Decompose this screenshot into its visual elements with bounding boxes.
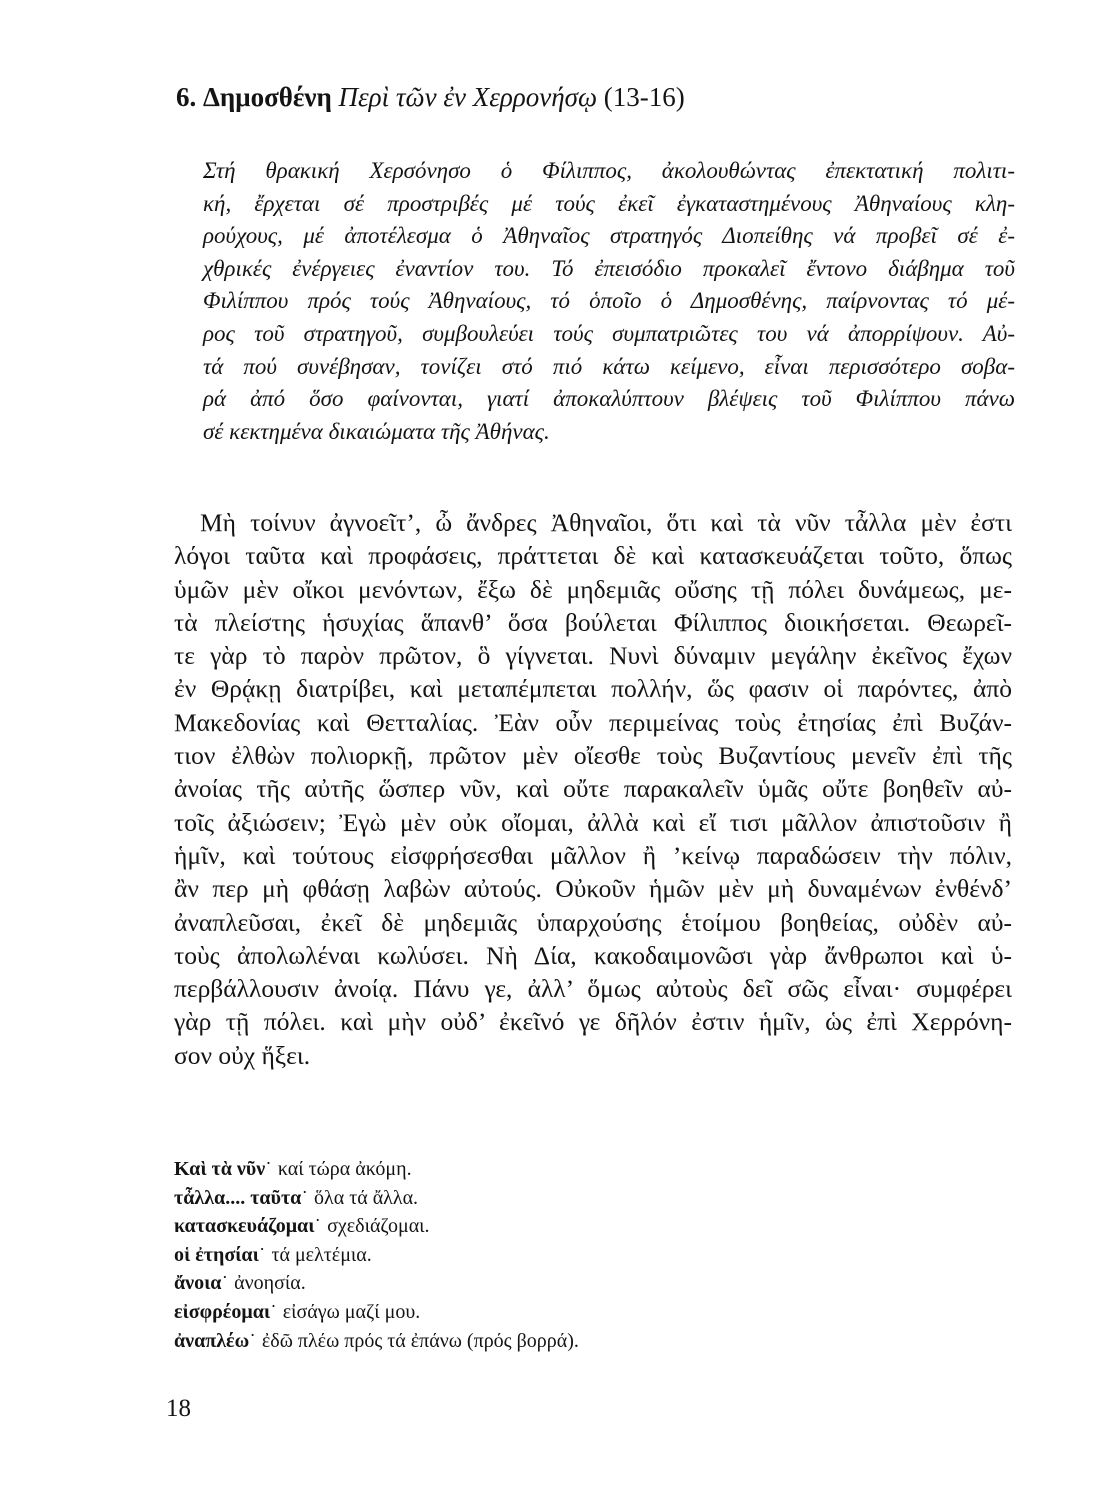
text-line: ἐν Θρᾴκῃ διατρίβει, καὶ μεταπέμπεται πολλήν, ὥς φασιν οἱ παρόντες, ἀπὸ xyxy=(174,674,1012,704)
text-line: Μὴ τοίνυν ἀγνοεῖτ’, ὦ ἄνδρες Ἀθηναῖοι, ὅτι καὶ τὰ νῦν τἆλλα μὲν ἐστι xyxy=(200,508,1012,537)
text-line: σον οὐχ ἥξει. xyxy=(174,1040,311,1070)
text-line: ἡμῖν, καὶ τούτους εἰσφρήσεσθαι μᾶλλον ἢ ’κείνῳ παραδώσειν τὴν πόλιν, xyxy=(174,840,1012,870)
text-line: Μακεδονίας καὶ Θετταλίας. Ἐὰν οὖν περιμείνας τοὺς ἐτησίας ἐπὶ Βυζάν- xyxy=(174,707,1012,737)
glossary-entry xyxy=(174,1241,774,1270)
glossary-entry xyxy=(174,1269,774,1298)
glossary-definition: ὅλα τά ἄλλα. xyxy=(314,1186,419,1209)
glossary-separator: ˙ xyxy=(314,1215,322,1238)
glossary-entry xyxy=(174,1184,774,1213)
ancient-text-paragraph xyxy=(174,506,1012,1072)
text-line: τὰ πλείστης ἡσυχίας ἅπανθ’ ὅσα βούλεται Φίλιππος διοικήσεται. Θεωρεῖ- xyxy=(174,607,1012,637)
glossary-separator: ˙ xyxy=(270,1300,277,1323)
glossary-term: εἰσφρέομαι xyxy=(174,1300,271,1323)
glossary-definition: τά μελτέμια. xyxy=(271,1243,372,1266)
glossary-list xyxy=(174,1155,774,1355)
intro-line: Στή θρακική Χερσόνησο ὁ Φίλιππος, ἀκολουθώντας ἐπεκτατική πολιτι- xyxy=(203,158,1015,183)
glossary-separator: ˙ xyxy=(249,1329,256,1352)
section-heading xyxy=(176,80,685,114)
glossary-term: τἆλλα.... ταῦτα xyxy=(174,1186,302,1209)
intro-line: κή, ἔρχεται σέ προστριβές μέ τούς ἐκεῖ ἐγκαταστημένους Ἀθηναίους κλη- xyxy=(203,190,1015,216)
text-line: τε γὰρ τὸ παρὸν πρῶτον, ὃ γίγνεται. Νυνὶ δύναμιν μεγάλην ἐκεῖνος ἔχων xyxy=(174,641,1012,671)
text-line: περβάλλουσιν ἀνοίᾳ. Πάνυ γε, ἀλλ’ ὅμως αὐτοὺς δεῖ σῶς εἶναι· συμφέρει xyxy=(174,974,1012,1004)
glossary-entry xyxy=(174,1212,774,1241)
glossary-term: ἀναπλέω xyxy=(174,1329,250,1352)
intro-line: ρά ἀπό ὅσο φαίνονται, γιατί ἀποκαλύπτουν βλέψεις τοῦ Φιλίππου πάνω xyxy=(203,386,1015,412)
intro-line: τά πού συνέβησαν, τονίζει στό πιό κάτω κείμενο, εἶναι περισσότερο σοβα- xyxy=(203,353,1015,379)
intro-line: ρος τοῦ στρατηγοῦ, συμβουλεύει τούς συμπατριῶτες του νά ἀπορρίψουν. Αὐ- xyxy=(203,320,1015,346)
page-number: 18 xyxy=(166,1395,191,1422)
text-line: γὰρ τῇ πόλει. καὶ μὴν οὐδ’ ἐκεῖνό γε δῆλόν ἐστιν ἡμῖν, ὡς ἐπὶ Χερρόνη- xyxy=(174,1007,1012,1037)
glossary-definition: καί τώρα ἀκόμη. xyxy=(277,1158,412,1180)
glossary-separator: ˙ xyxy=(221,1272,229,1295)
work-title: Περὶ τῶν ἐν Χερρονήσῳ xyxy=(338,82,598,112)
glossary-definition: ἐδῶ πλέω πρός τά ἐπάνω (πρός βορρά). xyxy=(261,1329,579,1352)
intro-line: χθρικές ἐνέργειες ἐναντίον του. Τό ἐπεισόδιο προκαλεῖ ἔντονο διάβημα τοῦ xyxy=(203,255,1015,281)
glossary-term: κατασκευάζομαι xyxy=(174,1215,315,1238)
text-line: ἀναπλεῦσαι, ἐκεῖ δὲ μηδεμιᾶς ὑπαρχούσης ἑτοίμου βοηθείας, οὐδὲν αὐ- xyxy=(174,907,1012,937)
glossary-term: Καὶ τὰ νῦν xyxy=(174,1158,266,1180)
text-line: τοῖς ἀξιώσειν; Ἐγὼ μὲν οὐκ οἴομαι, ἀλλὰ καὶ εἴ τισι μᾶλλον ἀπιστοῦσιν ἢ xyxy=(174,807,1012,837)
text-line: ὑμῶν μὲν οἴκοι μενόντων, ἔξω δὲ μηδεμιᾶς οὔσης τῇ πόλει δυνάμεως, με- xyxy=(174,574,1012,604)
text-line: λόγοι ταῦτα καὶ προφάσεις, πράττεται δὲ καὶ κατασκευάζεται τοῦτο, ὅπως xyxy=(174,541,1012,571)
introduction-paragraph xyxy=(203,155,1015,448)
intro-line: Φιλίππου πρός τούς Ἀθηναίους, τό ὁποῖο ὁ Δημοσθένης, παίρνοντας τό μέ- xyxy=(203,288,1015,314)
section-number: 6. xyxy=(176,82,197,112)
text-line: ἂν περ μὴ φθάσῃ λαβὼν αὐτούς. Οὐκοῦν ἡμῶν μὲν μὴ δυναμένων ἐνθένδ’ xyxy=(174,874,1012,904)
glossary-separator: ˙ xyxy=(265,1158,272,1180)
intro-line: ρούχους, μέ ἀποτέλεσμα ὁ Ἀθηναῖος στρατηγός Διοπείθης νά προβεῖ σέ ἐ- xyxy=(203,223,1015,249)
text-line: ἀνοίας τῆς αὐτῆς ὥσπερ νῦν, καὶ οὔτε παρακαλεῖν ὑμᾶς οὔτε βοηθεῖν αὐ- xyxy=(174,774,1012,804)
glossary-separator: ˙ xyxy=(258,1243,266,1266)
glossary-definition: ἀνοησία. xyxy=(234,1272,306,1295)
text-line: τοὺς ἀπολωλέναι κωλύσει. Νὴ Δία, κακοδαιμονῶσι γὰρ ἄνθρωποι καὶ ὑ- xyxy=(174,940,1012,970)
glossary-term: ἄνοια xyxy=(174,1272,222,1295)
glossary-definition: εἰσάγω μαζί μου. xyxy=(282,1300,421,1323)
author-name: Δημοσθένη xyxy=(203,82,332,112)
glossary-definition: σχεδιάζομαι. xyxy=(327,1215,430,1238)
glossary-term: οἱ ἐτησίαι xyxy=(174,1243,259,1266)
glossary-entry xyxy=(174,1327,774,1356)
glossary-separator: ˙ xyxy=(301,1186,309,1209)
glossary-entry xyxy=(174,1155,774,1184)
glossary-entry xyxy=(174,1298,774,1327)
text-line: τιον ἐλθὼν πολιορκῇ, πρῶτον μὲν οἴεσθε τοὺς Βυζαντίους μενεῖν ἐπὶ τῆς xyxy=(174,741,1012,771)
passage-range: (13-16) xyxy=(603,82,685,112)
intro-line: σέ κεκτημένα δικαιώματα τῆς Ἀθήνας. xyxy=(203,418,550,444)
